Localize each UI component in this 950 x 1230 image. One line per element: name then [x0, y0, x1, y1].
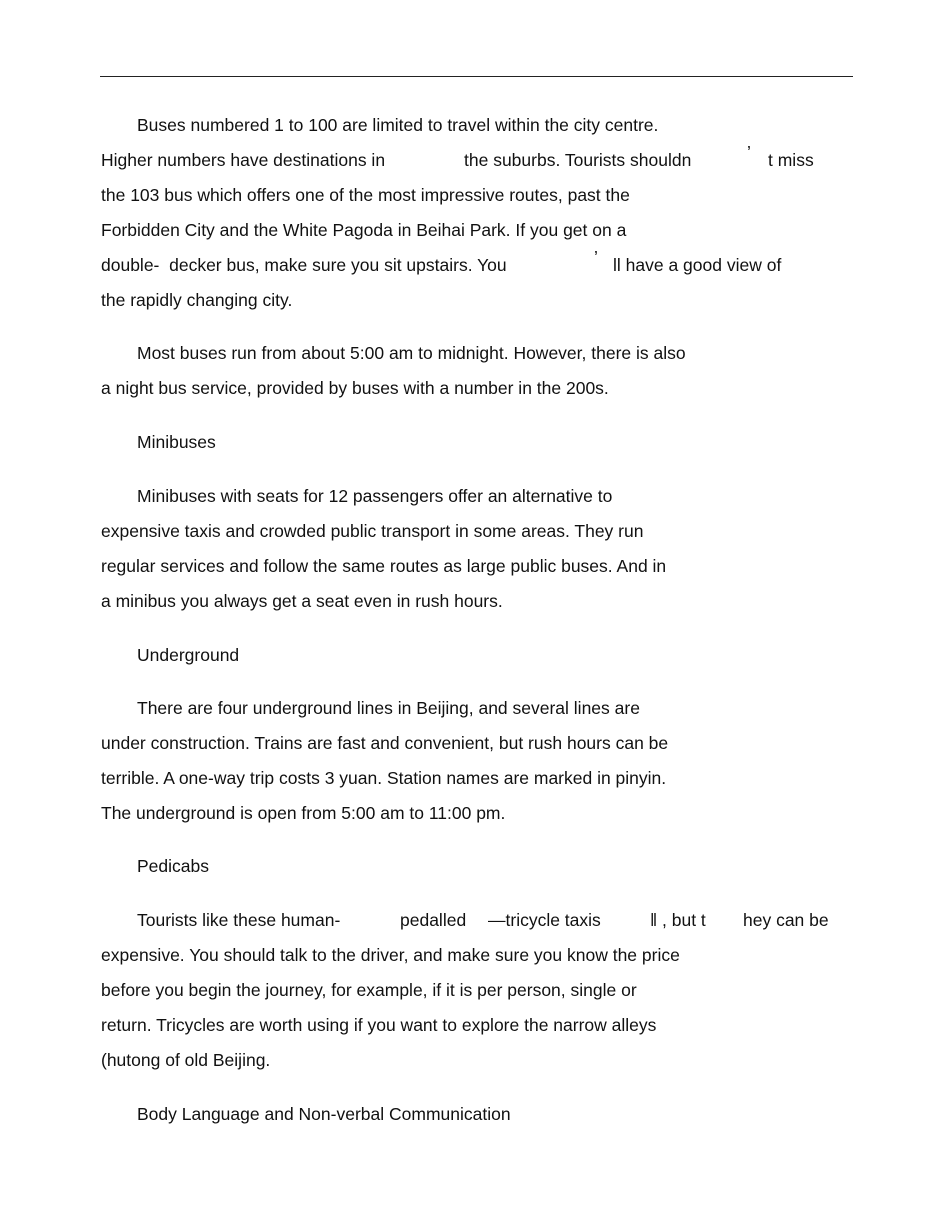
paragraph-line: expensive taxis and crowded public transport in some areas. They run [101, 521, 644, 541]
paragraph-line: There are four underground lines in Beijing, and several lines are [137, 698, 640, 718]
paragraph-line: (hutong of old Beijing. [101, 1050, 271, 1070]
apostrophe-mark: ’ [594, 247, 598, 267]
double-bar-mark: ‖ [650, 910, 658, 930]
apostrophe-mark: ’ [747, 142, 751, 162]
paragraph-line: return. Tricycles are worth using if you want to explore the narrow alleys [101, 1015, 657, 1035]
paragraph-line-segment: double- decker bus, make sure you sit upstairs. You [101, 255, 507, 275]
paragraph-line: a minibus you always get a seat even in rush hours. [101, 591, 503, 611]
section-heading-underground: Underground [137, 645, 240, 665]
paragraph-line: Most buses run from about 5:00 am to midnight. However, there is also [137, 343, 686, 363]
paragraph-line: regular services and follow the same routes as large public buses. And in [101, 556, 667, 576]
paragraph-line-segment: pedalled [400, 910, 467, 930]
paragraph-line: a night bus service, provided by buses with a number in the 200s. [101, 378, 609, 398]
paragraph-line-segment: hey can be [743, 910, 829, 930]
paragraph-line: Minibuses with seats for 12 passengers offer an alternative to [137, 486, 613, 506]
paragraph-line: the rapidly changing city. [101, 290, 293, 310]
paragraph-line-segment: , but t [662, 910, 706, 930]
section-heading-minibuses: Minibuses [137, 432, 216, 452]
paragraph-line-segment: the suburbs. Tourists shouldn [464, 150, 692, 170]
section-heading-pedicabs: Pedicabs [137, 856, 209, 876]
paragraph-line: Buses numbered 1 to 100 are limited to travel within the city centre. [137, 115, 659, 135]
paragraph-line-segment: Higher numbers have destinations in [101, 150, 386, 170]
paragraph-line: terrible. A one-way trip costs 3 yuan. Station names are marked in pinyin. [101, 768, 667, 788]
paragraph-line: the 103 bus which offers one of the most impressive routes, past the [101, 185, 630, 205]
paragraph-line: under construction. Trains are fast and convenient, but rush hours can be [101, 733, 669, 753]
paragraph-line-segment: t miss [768, 150, 814, 170]
paragraph-line: The underground is open from 5:00 am to 11:00 pm. [101, 803, 506, 823]
paragraph-line: before you begin the journey, for example, if it is per person, single or [101, 980, 637, 1000]
section-heading-body-language: Body Language and Non-verbal Communication [137, 1104, 511, 1124]
paragraph-line: Forbidden City and the White Pagoda in Beihai Park. If you get on a [101, 220, 627, 240]
paragraph-line-segment: ll have a good view of [613, 255, 782, 275]
paragraph-line: expensive. You should talk to the driver, and make sure you know the price [101, 945, 680, 965]
paragraph-line-segment: Tourists like these human- [137, 910, 341, 930]
header-rule [100, 76, 853, 77]
paragraph-line-segment: —tricycle taxis [488, 910, 601, 930]
